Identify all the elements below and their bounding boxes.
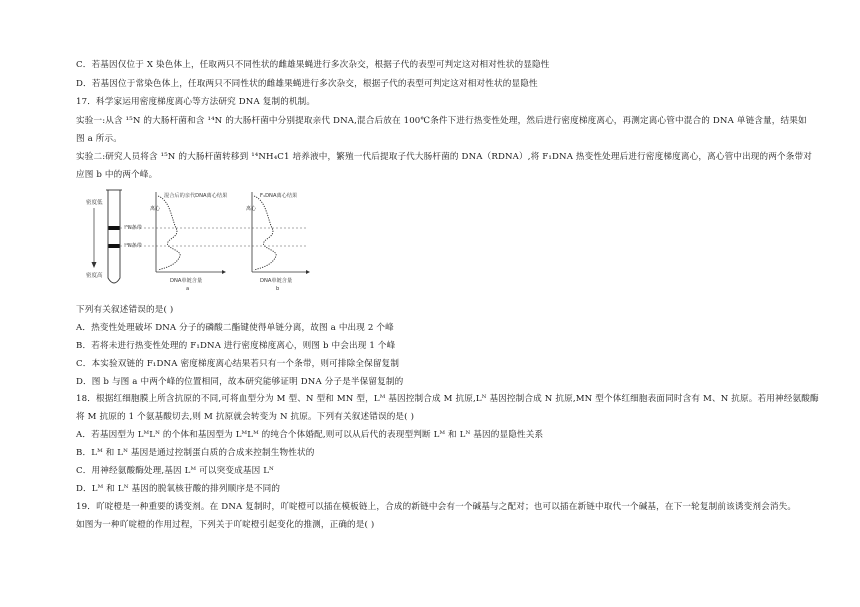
question-19-stem-cont: 如图为一种吖啶橙的作用过程，下列关于吖啶橙引起变化的推测，正确的是( ) <box>76 520 375 530</box>
question-19-stem: 19．吖啶橙是一种重要的诱变剂。在 DNA 复制时，吖啶橙可以插在模板链上，合成的新链中会有一个碱基与之配对；也可以插在新链中取代一个碱基，在下一轮复制前该诱变剂会消失。 <box>76 502 797 512</box>
panel-a-axis-label: 离心 <box>150 206 161 212</box>
option-17c: C．本实验双链的 F₁DNA 密度梯度离心结果若只有一个条带，则可排除全保留复制 <box>76 359 400 369</box>
band-n14-label: ¹⁴N条带 <box>124 243 142 249</box>
panel-a-curve <box>158 196 180 270</box>
figure-svg <box>80 186 312 298</box>
option-17a: A．热变性处理破坏 DNA 分子的磷酸二酯键使得单链分离，故图 a 中出现 2 个峰 <box>76 323 394 333</box>
option-17b: B．若将未进行热变性处理的 F₁DNA 进行密度梯度离心，则图 b 中会出现 1 个峰 <box>76 341 396 351</box>
tube-bottom-label: 密度高 <box>86 273 103 279</box>
panel-a <box>150 191 227 292</box>
tube-top-label: 密度低 <box>86 200 103 206</box>
question-18-stem-cont: 将 M 抗原的 1 个氨基酸切去,则 M 抗原就会转变为 N 抗原。下列有关叙述错误的是( ) <box>76 412 415 422</box>
band-n15 <box>109 226 120 230</box>
panel-b-axis-label: 离心 <box>246 206 257 212</box>
option-16d: D．若基因位于常染色体上，任取两只不同性状的雌雄果蝇进行多次杂交，根据子代的表型可判定这对相对性状的显隐性 <box>76 79 538 89</box>
panel-b-title: F₁DNA离心结果 <box>260 193 298 199</box>
option-18b: B．Lᴹ 和 Lᴺ 基因是通过控制蛋白质的合成来控制生物性状的 <box>76 448 315 458</box>
option-18a: A．若基因型为 LᴹLᴺ 的个体和基因型为 LᴹLᴹ 的纯合个体婚配,则可以从后代的表现型判断 Lᴹ 和 Lᴺ 基因的显隐性关系 <box>76 430 544 440</box>
panel-a-tag: a <box>186 286 190 292</box>
experiment-2-text-cont: 应图 b 中的两个峰。 <box>76 170 158 180</box>
panel-b-x-label: DNA单链含量 <box>260 278 293 284</box>
band-n14 <box>109 244 120 248</box>
experiment-2-text: 实验二:研究人员将含 ¹⁵N 的大肠杆菌转移到 ¹⁴NH₄C1 培养液中，繁殖一代后提取子代大肠杆菌的 DNA（RDNA）,将 F₁DNA 热变性处理后进行密度梯度离心，离心管中出现的两个条带对 <box>76 152 813 162</box>
experiment-1-text-cont: 图 a 所示。 <box>76 134 123 144</box>
panel-b-curve <box>254 196 276 270</box>
panel-b-tag: b <box>276 286 280 292</box>
option-18c: C．用神经氨酸酶处理,基因 Lᴹ 可以突变成基因 Lᴺ <box>76 466 274 476</box>
question-17-prompt: 下列有关叙述错误的是( ) <box>76 305 174 315</box>
question-17-stem: 17．科学家运用密度梯度离心等方法研究 DNA 复制的机制。 <box>76 97 316 107</box>
experiment-1-text: 实验一:从含 ¹⁵N 的大肠杆菌和含 ¹⁴N 的大肠杆菌中分别提取亲代 DNA,混合后放在 100℃条件下进行热变性处理，然后进行密度梯度离心，再测定离心管中混合的 DNA 单链含量，结果如 <box>76 116 807 126</box>
panel-b <box>246 191 310 292</box>
option-17d: D．图 b 与图 a 中两个峰的位置相同，故本研究能够证明 DNA 分子是半保留复制的 <box>76 377 404 387</box>
panel-a-title: 混合后的亲代DNA离心结果 <box>164 193 228 199</box>
dna-centrifugation-figure <box>80 186 312 298</box>
band-n15-label: ¹⁵N条带 <box>124 225 142 231</box>
option-16c: C．若基因仅位于 X 染色体上，任取两只不同性状的雌雄果蝇进行多次杂交，根据子代的表型可判定这对相对性状的显隐性 <box>76 60 550 70</box>
question-18-stem: 18．根据红细胞膜上所含抗原的不同,可将血型分为 M 型、N 型和 MN 型，Lᴹ 基因控制合成 M 抗原,Lᴺ 基因控制合成 N 抗原,MN 型个体红细胞表面同时含有 M、N 抗原。若用神经氨酸酶 <box>76 394 819 404</box>
panel-a-x-label: DNA单链含量 <box>170 278 203 284</box>
option-18d: D．Lᴹ 和 Lᴺ 基因的脱氧核苷酸的排列顺序是不同的 <box>76 484 281 494</box>
centrifuge-tube <box>106 190 122 283</box>
